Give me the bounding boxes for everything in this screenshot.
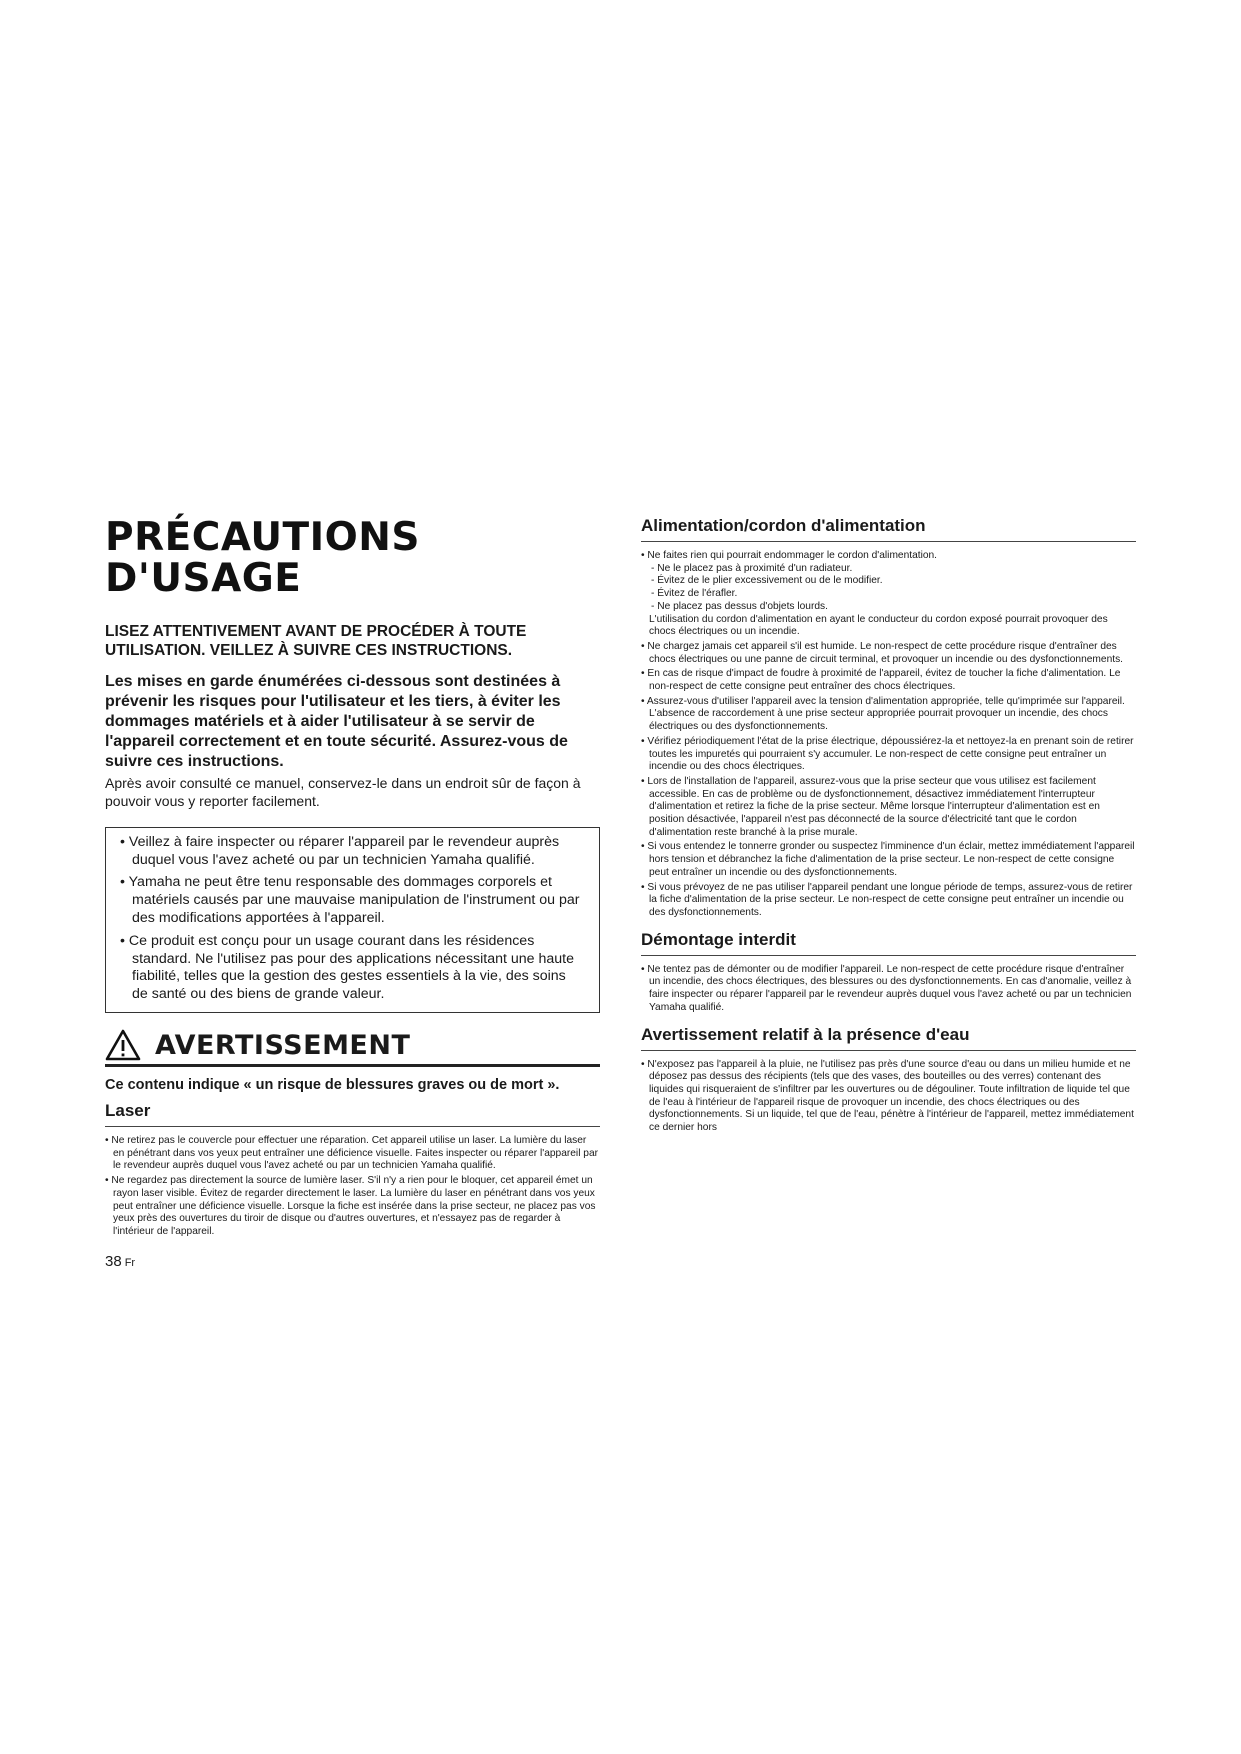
list-item: • Assurez-vous d'utiliser l'appareil avec la tension d'alimentation appropriée, telle qu'imprimée sur l'appareil. L'absence de raccordement à une prise secteur appropriée pourrait provoquer un incendie, des chocs électriques ou des dysfonctionnements. [641, 695, 1125, 733]
warning-header [105, 1029, 600, 1067]
warning-title: AVERTISSEMENT [155, 1029, 411, 1061]
intro-bold: Les mises en garde énumérées ci-dessous sont destinées à prévenir les risques pour l'utilisateur et les tiers, à éviter les dommages matériels et à aider l'utilisateur à se servir de l'appareil correctement et en toute sécurité. Assurez-vous de suivre ces instructions. [105, 672, 568, 770]
notice-item: • Ce produit est conçu pour un usage courant dans les résidences standard. Ne l'utilisez pas pour des applications nécessitant une haute fiabilité, telles que la gestion des gestes essentiels à la vie, des soins de santé ou des biens de grande valeur. [120, 932, 575, 1003]
notice-box [105, 827, 600, 1013]
warning-subtitle: Ce contenu indique « un risque de blessures graves ou de mort ». [105, 1077, 560, 1094]
list-item: • Si vous prévoyez de ne pas utiliser l'appareil pendant une longue période de temps, assurez-vous de retirer la fiche d'alimentation de la prise secteur. Le non-respect de cette consigne peut entraîner un incendie ou des dysfonctionnements. [641, 881, 1133, 918]
page-number-value: 38 [105, 1253, 122, 1270]
list-subitem: - Ne le placez pas à proximité d'un radiateur. [651, 562, 853, 574]
section-title-water: Avertissement relatif à la présence d'eau [641, 1025, 1136, 1051]
warning-triangle-icon [105, 1029, 141, 1061]
disassembly-list [641, 964, 1136, 1015]
list-item: • Vérifiez périodiquement l'état de la prise électrique, dépoussiérez-la et nettoyez-la en prenant soin de retirer toutes les impuretés qui pourraient s'y accumuler. Le non-respect de cette consigne peut entraîner un incendie ou des chocs électriques. [641, 735, 1134, 773]
list-item: • En cas de risque d'impact de foudre à proximité de l'appareil, évitez de toucher la fiche d'alimentation. Le non-respect de cette consigne peut entraîner des chocs électriques. [641, 668, 1121, 693]
section-title-disassembly: Démontage interdit [641, 930, 1136, 956]
list-subitem: - Évitez de l'érafler. [651, 588, 738, 600]
list-item: • Ne regardez pas directement la source de lumière laser. S'il n'y a rien pour le bloquer, cet appareil émet un rayon laser visible. Évitez de regarder directement le laser. La lumière du laser en pénétrant dans vos yeux peut entraîner une déficience visuelle. Lorsque la fiche est insérée dans la prise secteur, ne placez pas vos yeux près des ouvertures du tiroir de disque ou d'autres ouvertures, et n'essayez pas de regarder à l'intérieur de l'appareil. [105, 1175, 596, 1237]
page-title: PRÉCAUTIONS D'USAGE [105, 515, 421, 601]
list-item: • Ne tentez pas de démonter ou de modifier l'appareil. Le non-respect de cette procédure risque d'entraîner un incendie, des chocs électriques, des blessures ou des dysfonctionnements. En cas d'anomalie, veillez à faire inspecter ou réparer l'appareil par le revendeur auprès duquel vous l'avez acheté ou par un technicien Yamaha qualifié. [641, 963, 1132, 1013]
left-column [105, 515, 600, 1241]
page-language: Fr [124, 1257, 136, 1269]
notice-item: • Yamaha ne peut être tenu responsable des dommages corporels et matériels causés par une mauvaise manipulation de l'instrument ou par des modifications apportées à l'appareil. [120, 874, 580, 927]
section-title-laser: Laser [105, 1101, 600, 1127]
list-subitem: - Évitez de le plier excessivement ou de le modifier. [651, 575, 883, 587]
notice-item: • Veillez à faire inspecter ou réparer l'appareil par le revendeur auprès duquel vous l'avez acheté ou par un technicien Yamaha qualifié. [120, 833, 560, 868]
list-item: • Ne chargez jamais cet appareil s'il est humide. Le non-respect de cette procédure risque d'entraîner des chocs électriques ou une panne de circuit terminal, et provoquer un incendie ou des dysfonctionnements. [641, 640, 1124, 665]
list-continuation: L'utilisation du cordon d'alimentation en ayant le conducteur du cordon exposé pourrait provoquer des chocs électriques ou un incendie. [649, 613, 1108, 638]
power-list [641, 550, 1136, 920]
intro-caps: LISEZ ATTENTIVEMENT AVANT DE PROCÉDER À TOUTE UTILISATION. VEILLEZ À SUIVRE CES INSTRUCTIONS. [105, 622, 527, 659]
list-item: • N'exposez pas l'appareil à la pluie, ne l'utilisez pas près d'une source d'eau ou dans un milieu humide et ne déposez pas dessus des récipients (tels que des vases, des bouteilles ou des verres) contenant des liquides qui risqueraient de s'infiltrer par les ouvertures ou de dégouliner. Toute infiltration de liquide tel que de l'eau à l'intérieur de l'appareil risque de provoquer un incendie, des chocs électriques ou des dysfonctionnements. Si un liquide, tel que de l'eau, pénètre à l'intérieur de l'appareil, mettez immédiatement ce dernier hors [641, 1058, 1134, 1134]
section-title-power: Alimentation/cordon d'alimentation [641, 516, 1136, 542]
right-column [641, 516, 1136, 1137]
list-item: • Ne retirez pas le couvercle pour effectuer une réparation. Cet appareil utilise un laser. La lumière du laser en pénétrant dans vos yeux peut entraîner une déficience visuelle. Faites inspecter ou réparer l'appareil par le revendeur auprès duquel vous l'avez acheté ou par un technicien Yamaha qualifié. [105, 1135, 599, 1172]
list-item: • Lors de l'installation de l'appareil, assurez-vous que la prise secteur que vous utilisez est facilement accessible. En cas de problème ou de dysfonctionnement, désactivez immédiatement l'interrupteur d'alimentation et retirez la fiche de la prise secteur. Même lorsque l'interrupteur d'alimentation est en position désactivée, l'appareil n'est pas déconnecté de la source d'électricité tant que le cordon d'alimentation reste branché à la prise murale. [641, 775, 1100, 838]
list-subitem: - Ne placez pas dessus d'objets lourds. [651, 600, 828, 612]
list-item: • Si vous entendez le tonnerre gronder ou suspectez l'imminence d'un éclair, mettez immédiatement l'appareil hors tension et débranchez la fiche d'alimentation de la prise secteur. Le non-respect de cette consigne peut entraîner un incendie ou des dysfonctionnements. [641, 841, 1135, 878]
laser-list [105, 1135, 600, 1239]
page-number [105, 1253, 135, 1270]
intro-normal: Après avoir consulté ce manuel, conservez-le dans un endroit sûr de façon à pouvoir vous y reporter facilement. [105, 774, 581, 809]
list-item: • Ne faites rien qui pourrait endommager le cordon d'alimentation. [641, 550, 938, 561]
water-list [641, 1059, 1136, 1135]
